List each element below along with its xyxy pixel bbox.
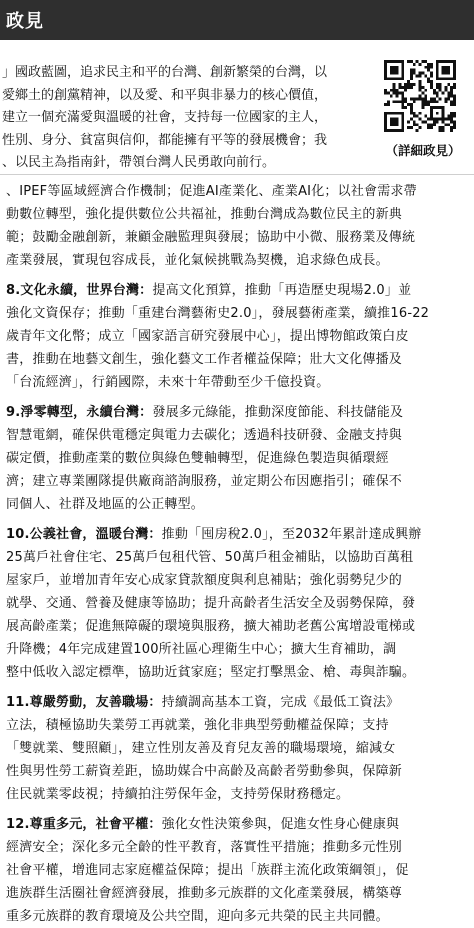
- qr-caption: （詳細政見）: [385, 143, 461, 158]
- intro-line: 性別、身分、貧富與信仰，都能擁有平等的發展機會；我: [2, 132, 328, 148]
- policy-line: 發展多元綠能，推動深度節能、科技儲能及: [152, 405, 404, 420]
- policy-line: 進族群生活圈社會經濟發展，推動多元族群的文化產業發展，構築尊: [6, 886, 403, 901]
- policy-line: 歲青年文化幣；成立「國家語言研究發展中心」，提出博物館政策白皮: [6, 329, 409, 344]
- policy-line: 範；鼓勵金融創新，兼顧金融監理與發展；協助中小微、服務業及傳統: [6, 230, 416, 245]
- policy-section-12: [6, 813, 468, 928]
- policy-heading: 10.公義社會，溫暖台灣：: [6, 527, 162, 542]
- policy-line: 性與男性勞工薪資差距，協助媒合中高齡及高齡者勞動參與，保障新: [6, 764, 403, 779]
- policy-line: 社會平權，增進同志家庭權益保障；提出「族群主流化政策綱領」，促: [6, 863, 409, 878]
- policy-line: 書，推動在地藝文創生，強化藝文工作者權益保障；壯大文化傳播及: [6, 352, 403, 367]
- policy-line: 動數位轉型，強化提供數位公共福祉，推動台灣成為數位民主的新典: [6, 207, 403, 222]
- page-title: 政見: [6, 11, 44, 32]
- policy-line: 產業發展，實現包容成長，並化氣候挑戰為契機，追求綠色成長。: [6, 253, 389, 268]
- policy-line: 強化文資保存；推動「重建台灣藝術史2.0」，發展藝術產業，續推16-22: [6, 306, 430, 321]
- policy-heading: 11.尊嚴勞動，友善職場：: [6, 695, 162, 710]
- intro-line: 愛鄉土的創黨精神，以及愛、和平與非暴力的核心價值，: [2, 87, 328, 103]
- policy-line: 推動「囤房稅2.0」，至2032年累計達成興辦: [161, 527, 422, 542]
- policy-line: 25萬戶社會住宅、25萬戶包租代管、50萬戶租金補貼，以協助百萬租: [6, 550, 414, 565]
- policy-section-11: [6, 691, 468, 806]
- policy-line: 經濟安全；深化多元全齡的性平教育，落實性平措施；推動多元性別: [6, 840, 403, 855]
- policy-line: 展高齡產業；促進無障礙的環境與服務，擴大補助老舊公寓增設電梯或: [6, 619, 416, 634]
- policy-line: 重多元族群的教育環境及公共空間，迎向多元共榮的民主共同體。: [6, 909, 389, 924]
- policy-line: 提高文化預算，推動「再造歷史現場2.0」並: [152, 283, 412, 298]
- policy-line: 立法，積極協助失業勞工再就業，強化非典型勞動權益保障；支持: [6, 718, 389, 733]
- policy-line: 碳定價，推動產業的數位與綠色雙軸轉型，促進綠色製造與循環經: [6, 451, 389, 466]
- policy-line: 「台流經濟」，行銷國際，未來十年帶動至少千億投資。: [6, 375, 330, 390]
- policy-line: 、IPEF等區域經濟合作機制；促進AI產業化、產業AI化；以社會需求帶: [6, 184, 417, 199]
- policy-line: 濟；建立專業團隊提供廠商諮詢服務，並定期公布因應指引；確保不: [6, 474, 403, 489]
- policy-line: 持續調高基本工資，完成《最低工資法》: [161, 695, 400, 710]
- policy-line: 升降機；4年完成建置100所社區心理衛生中心；擴大生育補助，調: [6, 642, 397, 657]
- policy-list: [6, 180, 468, 928]
- policy-line: 就學、交通、營養及健康等協助；提升高齡者生活安全及弱勢保障，發: [6, 596, 416, 611]
- divider: [0, 174, 474, 175]
- policy-section-8: [6, 279, 468, 394]
- policy-heading: 12.尊重多元，社會平權：: [6, 817, 162, 832]
- policy-line: 住民就業零歧視；持續拍注勞保年金，支持勞保財務穩定。: [6, 787, 350, 802]
- header-bar: [0, 0, 474, 40]
- policy-heading: 9.淨零轉型，永續台灣：: [6, 405, 153, 420]
- policy-heading: 8.文化永續，世界台灣：: [6, 283, 153, 298]
- policy-line: 屋家戶，並增加青年安心成家貸款額度與利息補貼；強化弱勢兒少的: [6, 573, 403, 588]
- policy-line: 強化女性決策參與，促進女性身心健康與: [161, 817, 400, 832]
- intro-line: 建立一個充滿愛與溫暖的社會，支持每一位國家的主人，: [2, 110, 328, 125]
- intro-line: 、以民主為指南針，帶領台灣人民勇敢向前行。: [2, 155, 276, 170]
- intro-paragraph: [0, 62, 372, 175]
- policy-line: 整中低收入認定標準，協助近貧家庭；堅定打擊黑金、槍、毒與詐騙。: [6, 665, 416, 680]
- policy-line: 同個人、社群及地區的公正轉型。: [6, 497, 205, 512]
- policy-line: 「雙就業、雙照顧」，建立性別友善及育兒友善的職場環境，縮減女: [6, 741, 396, 756]
- qr-code-icon[interactable]: [384, 60, 456, 132]
- policy-line: 智慧電網，確保供電穩定與電力去碳化；透過科技研發、金融支持與: [6, 428, 403, 443]
- intro-line: 」國政藍圖，追求民主和平的台灣、創新繁榮的台灣，以: [2, 65, 328, 80]
- policy-section-10: [6, 523, 468, 684]
- policy-section-7: [6, 180, 468, 272]
- policy-section-9: [6, 401, 468, 516]
